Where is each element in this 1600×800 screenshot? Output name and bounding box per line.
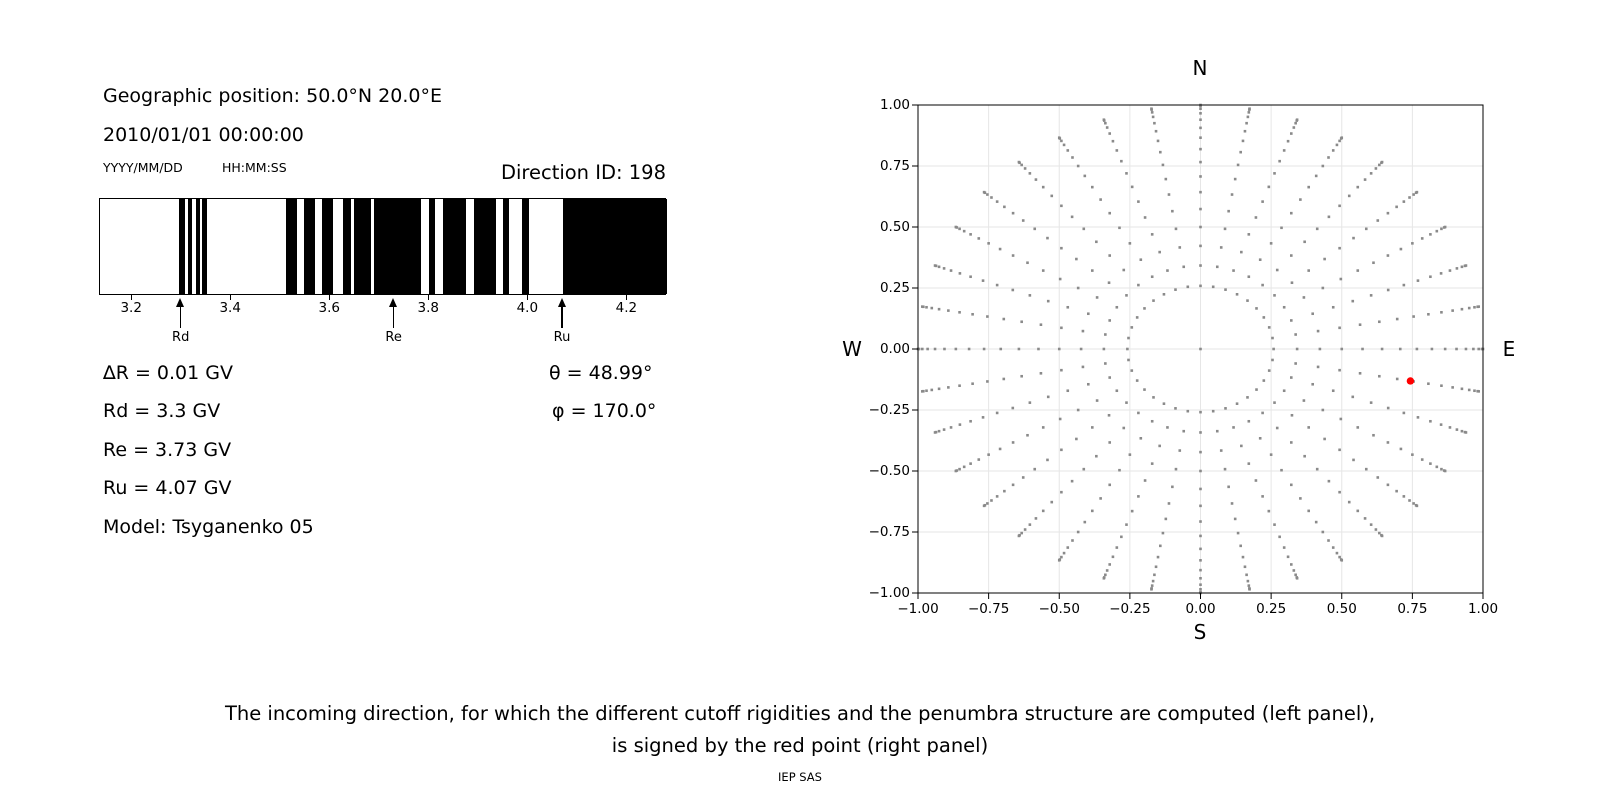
caption-line-2: is signed by the red point (right panel) [611, 734, 989, 757]
penumbra-plot [99, 198, 666, 295]
model-text: Model: Tsyganenko 05 [103, 516, 314, 538]
time-format-label: HH:MM:SS [222, 160, 287, 175]
theta-value: θ = 48.99° [549, 362, 653, 384]
penumbra-bar [343, 199, 351, 294]
x-tick-label: 0.50 [1326, 601, 1357, 617]
y-tick-label: −0.75 [868, 524, 910, 540]
ru-value: Ru = 4.07 GV [103, 477, 232, 499]
ru-arrow-label: Ru [553, 330, 571, 345]
penumbra-bar [443, 199, 466, 294]
y-tick-label: 0.75 [879, 158, 910, 174]
penumbra-bar [503, 199, 509, 294]
x-tick-label: 3.2 [120, 300, 142, 316]
penumbra-bar [522, 199, 528, 294]
penumbra-bar [188, 199, 192, 294]
re-arrow-line [393, 306, 395, 328]
x-tick-label: 0.00 [1185, 601, 1216, 617]
x-tick-label: 3.8 [417, 300, 440, 316]
y-tick-label: −0.25 [868, 402, 910, 418]
x-tick-label: −0.50 [1038, 601, 1080, 617]
x-tick-label: 0.25 [1256, 601, 1287, 617]
penumbra-bar [322, 199, 333, 294]
x-tick-label: 4.0 [516, 300, 539, 316]
x-tick-label: 1.00 [1467, 601, 1499, 617]
penumbra-bar [196, 199, 200, 294]
datetime-text: 2010/01/01 00:00:00 [103, 124, 304, 146]
x-tick-label: 0.75 [1397, 601, 1428, 617]
geographic-position-text: Geographic position: 50.0°N 20.0°E [103, 85, 442, 107]
direction-id-text: Direction ID: 198 [500, 161, 666, 184]
rd-arrow-line [180, 306, 182, 328]
x-tick-label: −1.00 [897, 601, 939, 617]
ru-arrow-line [561, 306, 563, 328]
rd-arrow-label: Rd [172, 330, 190, 345]
direction-scatter-plot [908, 95, 1493, 603]
y-tick-label: −1.00 [868, 585, 910, 601]
phi-value: φ = 170.0° [552, 400, 657, 422]
y-tick-label: 1.00 [879, 97, 910, 113]
penumbra-bar [304, 199, 315, 294]
penumbra-bar [474, 199, 496, 294]
delta-r-value: ∆R = 0.01 GV [103, 362, 233, 384]
compass-west-label: W [842, 337, 862, 361]
re-arrow-label: Re [385, 330, 402, 345]
penumbra-bar [374, 199, 421, 294]
red-direction-point [1407, 377, 1414, 384]
spoke-dots [917, 104, 1485, 595]
credit-text: IEP SAS [778, 770, 822, 784]
penumbra-bar [354, 199, 371, 294]
y-tick-label: 0.25 [879, 280, 910, 296]
x-tick-label: −0.25 [1109, 601, 1151, 617]
rd-value: Rd = 3.3 GV [103, 400, 221, 422]
penumbra-bar [179, 199, 184, 294]
compass-east-label: E [1502, 337, 1516, 361]
penumbra-bar [286, 199, 297, 294]
compass-south-label: S [1193, 620, 1207, 644]
x-tick-label: −0.75 [967, 601, 1010, 617]
y-tick-label: 0.00 [879, 341, 910, 357]
y-tick-label: −0.50 [868, 463, 910, 479]
penumbra-bar [563, 199, 667, 294]
compass-north-label: N [1192, 56, 1208, 80]
x-tick-label: 4.2 [615, 300, 638, 316]
x-tick-label: 3.6 [318, 300, 340, 316]
y-tick-label: 0.50 [879, 219, 910, 235]
caption-line-1: The incoming direction, for which the different cutoff rigidities and the penumbra structure are computed (left panel), [224, 702, 1376, 725]
re-value: Re = 3.73 GV [103, 439, 232, 461]
x-tick-label: 3.4 [219, 300, 241, 316]
penumbra-bar [202, 199, 207, 294]
penumbra-bar [429, 199, 435, 294]
date-format-label: YYYY/MM/DD [103, 160, 183, 175]
